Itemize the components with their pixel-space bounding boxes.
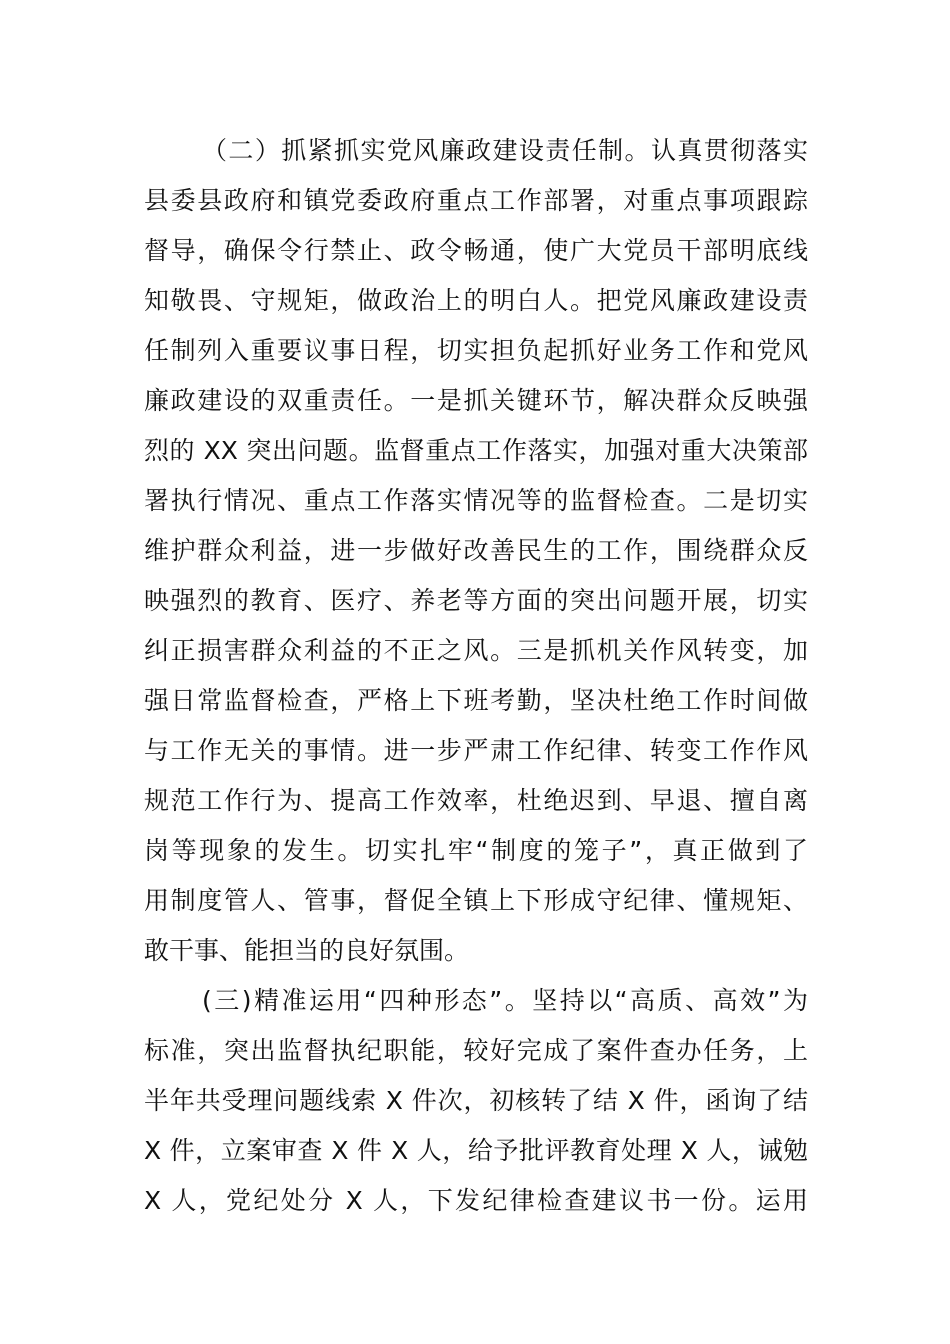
text-line: 规范工作行为、提高工作效率，杜绝迟到、早退、擅自离 — [144, 786, 808, 815]
body-text — [144, 126, 808, 1226]
text-line: 映强烈的教育、医疗、养老等方面的突出问题开展，切实 — [144, 586, 808, 615]
text-line: 维护群众利益，进一步做好改善民生的工作，围绕群众反 — [144, 536, 808, 565]
text-line: X 人，党纪处分 X 人，下发纪律检查建议书一份。运用 — [144, 1186, 808, 1215]
text-line: 知敬畏、守规矩，做政治上的明白人。把党风廉政建设责 — [144, 286, 808, 315]
text-line: X 件，立案审查 X 件 X 人，给予批评教育处理 X 人，诫勉 — [144, 1136, 808, 1165]
text-line: 强日常监督检查，严格上下班考勤，坚决杜绝工作时间做 — [144, 686, 808, 715]
text-line: 岗等现象的发生。切实扎牢“制度的笼子”，真正做到了 — [144, 836, 808, 865]
text-line: 半年共受理问题线索 X 件次，初核转了结 X 件，函询了结 — [144, 1086, 808, 1115]
text-line: 任制列入重要议事日程，切实担负起抓好业务工作和党风 — [144, 336, 808, 365]
text-line: 署执行情况、重点工作落实情况等的监督检查。二是切实 — [144, 486, 808, 515]
text-line: 县委县政府和镇党委政府重点工作部署，对重点事项跟踪 — [144, 186, 808, 215]
text-line: 用制度管人、管事，督促全镇上下形成守纪律、懂规矩、 — [144, 886, 808, 915]
text-line: 烈的 XX 突出问题。监督重点工作落实，加强对重大决策部 — [144, 436, 808, 465]
text-line: 督导，确保令行禁止、政令畅通，使广大党员干部明底线 — [144, 236, 808, 265]
text-line: 廉政建设的双重责任。一是抓关键环节，解决群众反映强 — [144, 386, 808, 415]
text-line: (三)精准运用“四种形态”。坚持以“高质、高效”为 — [202, 986, 808, 1015]
text-line: 与工作无关的事情。进一步严肃工作纪律、转变工作作风 — [144, 736, 808, 765]
text-line: 纠正损害群众利益的不正之风。三是抓机关作风转变，加 — [144, 636, 808, 665]
text-line: 标准，突出监督执纪职能，较好完成了案件查办任务，上 — [144, 1036, 808, 1065]
text-line: 敢干事、能担当的良好氛围。 — [144, 936, 470, 965]
text-line: （二）抓紧抓实党风廉政建设责任制。认真贯彻落实 — [202, 136, 808, 165]
